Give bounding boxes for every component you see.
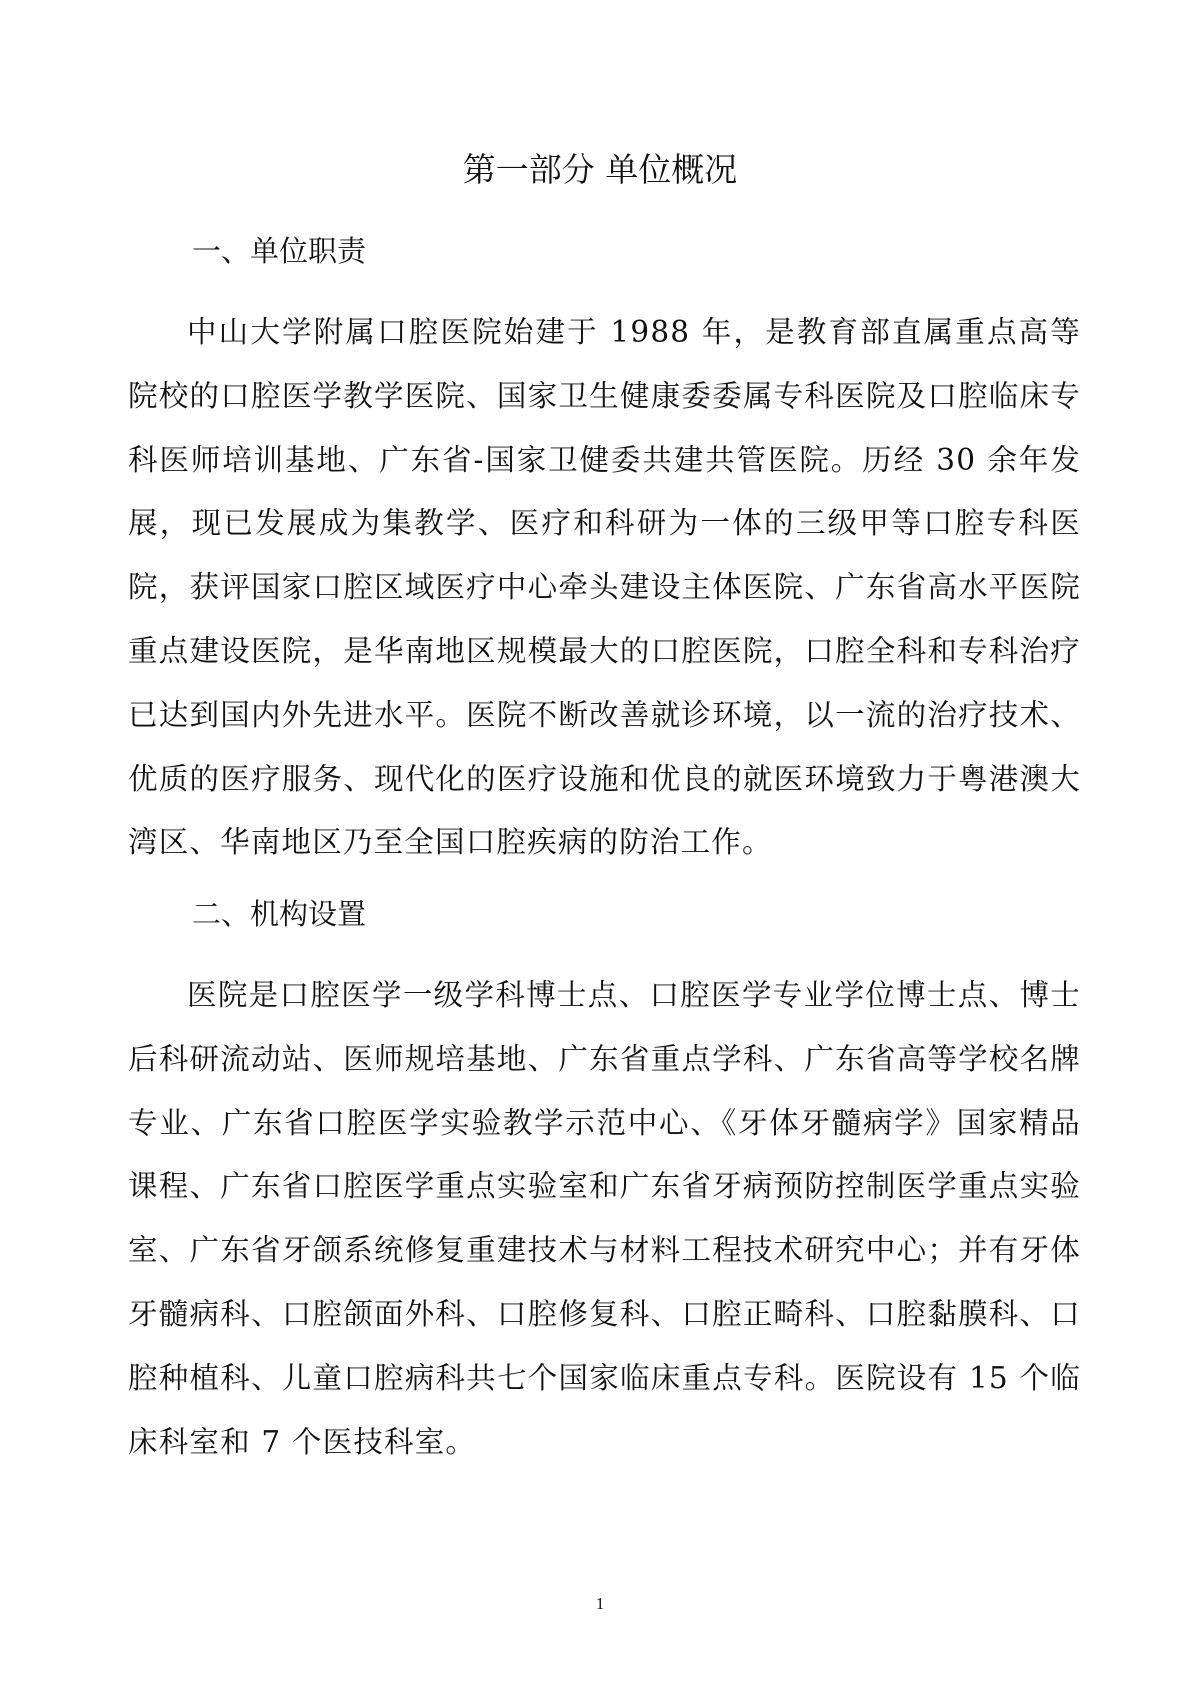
page-number: 1 bbox=[595, 1594, 605, 1613]
section-paragraph-duties: 中山大学附属口腔医院始建于 1988 年，是教育部直属重点高等院校的口腔医学教学医院、国家卫生健康委委属专科医院及口腔临床专科医师培训基地、广东省-国家卫健委共建共管医院。历经 30 余年发展，现已发展成为集教学、医疗和科研为一体的三级甲等口腔专科医院，获评国家口腔区域医疗中心牵头建设主体医院、广东省高水平医院重点建设医院，是华南地区规模最大的口腔医院，口腔全科和专科治疗已达到国内外先进水平。医院不断改善就诊环境，以一流的治疗技术、优质的医疗服务、现代化的医疗设施和优良的就医环境致力于粤港澳大湾区、华南地区乃至全国口腔疾病的防治工作。 bbox=[128, 315, 1081, 860]
section-heading-duties: 一、单位职责 bbox=[192, 234, 367, 268]
section-paragraph-organization: 医院是口腔医学一级学科博士点、口腔医学专业学位博士点、博士后科研流动站、医师规培基地、广东省重点学科、广东省高等学校名牌专业、广东省口腔医学实验教学示范中心、《牙体牙髓病学》国家精品课程、广东省口腔医学重点实验室和广东省牙病预防控制医学重点实验室、广东省牙颌系统修复重建技术与材料工程技术研究中心；并有牙体牙髓病科、口腔颌面外科、口腔修复科、口腔正畸科、口腔黏膜科、口腔种植科、儿童口腔病科共七个国家临床重点专科。医院设有 15 个临床科室和 7 个医技科室。 bbox=[128, 978, 1081, 1459]
section-heading-organization: 二、机构设置 bbox=[192, 897, 367, 931]
page-title: 第一部分 单位概况 bbox=[462, 150, 738, 189]
